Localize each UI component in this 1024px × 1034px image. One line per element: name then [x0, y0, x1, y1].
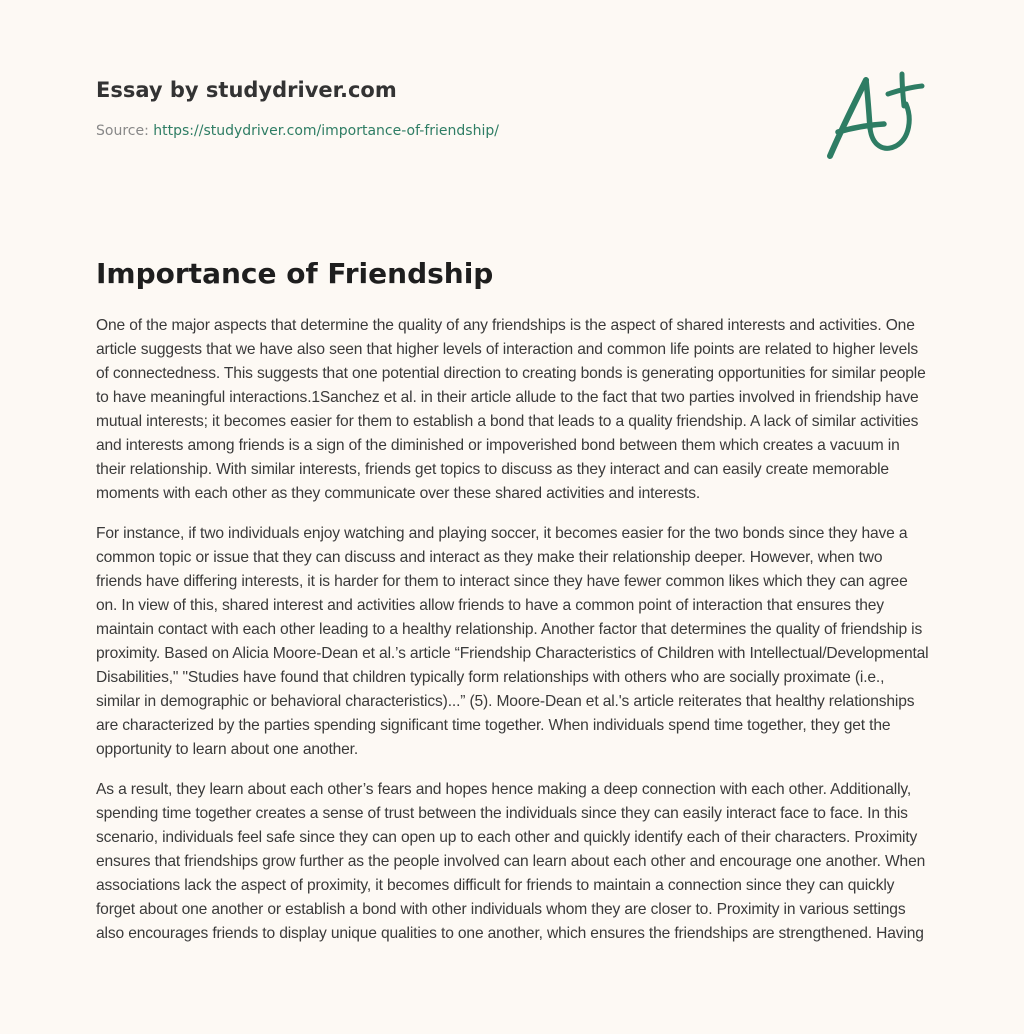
source-label: Source: — [96, 123, 149, 139]
source-link[interactable]: https://studydriver.com/importance-of-friendship/ — [153, 123, 499, 139]
source-line — [96, 121, 696, 141]
essay-paragraph: One of the major aspects that determine the quality of any friendships is the aspect of shared interests and activities. One article suggests that we have also seen that higher levels of interaction and common life points are related to higher levels of connectedness. This suggests that one potential direction to creating bonds is generating opportunities for similar people to have meaningful interactions.1Sanchez et al. in their article allude to the fact that two parties involved in friendship have mutual interests; it becomes easier for them to establish a bond that leads to a quality friendship. A lack of similar activities and interests among friends is a sign of the diminished or impoverished bond between them which creates a vacuum in their relationship. With similar interests, friends get topics to discuss as they interact and can easily create memorable moments with each other as they communicate over these shared activities and interests. — [96, 317, 926, 502]
essay-paragraph: For instance, if two individuals enjoy watching and playing soccer, it becomes easier for the two bonds since they have a common topic or issue that they can discuss and interact as they make their relationship deeper. However, when two friends have differing interests, it is harder for them to interact since they have fewer common likes which they can agree on. In view of this, shared interest and activities allow friends to have a common point of interaction that ensures they maintain contact with each other leading to a healthy relationship. Another factor that determines the quality of friendship is proximity. Based on Alicia Moore-Dean et al.’s article “Friendship Characteristics of Children with Intellectual/Developmental Disabilities," "Studies have found that children typically form relationships with others who are socially proximate (i.e., similar in demographic or behavioral characteristics)...” (5). Moore-Dean et al.'s article reiterates that healthy relationships are characterized by the parties spending significant time together. When individuals spend time together, they get the opportunity to learn about one another. — [96, 525, 929, 758]
essay-title: Importance of Friendship — [96, 257, 494, 290]
site-title: Essay by studydriver.com — [96, 78, 397, 102]
a-plus-grade-icon — [822, 66, 932, 166]
essay-body — [96, 314, 930, 962]
essay-paragraph: As a result, they learn about each other’s fears and hopes hence making a deep connection with each other. Additionally, spending time together creates a sense of trust between the individuals since they can easily interact face to face. In this scenario, individuals feel safe since they can open up to each other and quickly identify each of their characters. Proximity ensures that friendships grow further as the people involved can learn about each other and encourage one another. When associations lack the aspect of proximity, it becomes difficult for friends to maintain a connection since they can quickly forget about one another or establish a bond with other individuals whom they are closer to. Proximity in various settings also encourages friends to display unique qualities to one another, which ensures the friendships are strengthened. Having — [96, 781, 926, 942]
page-header — [96, 76, 696, 141]
